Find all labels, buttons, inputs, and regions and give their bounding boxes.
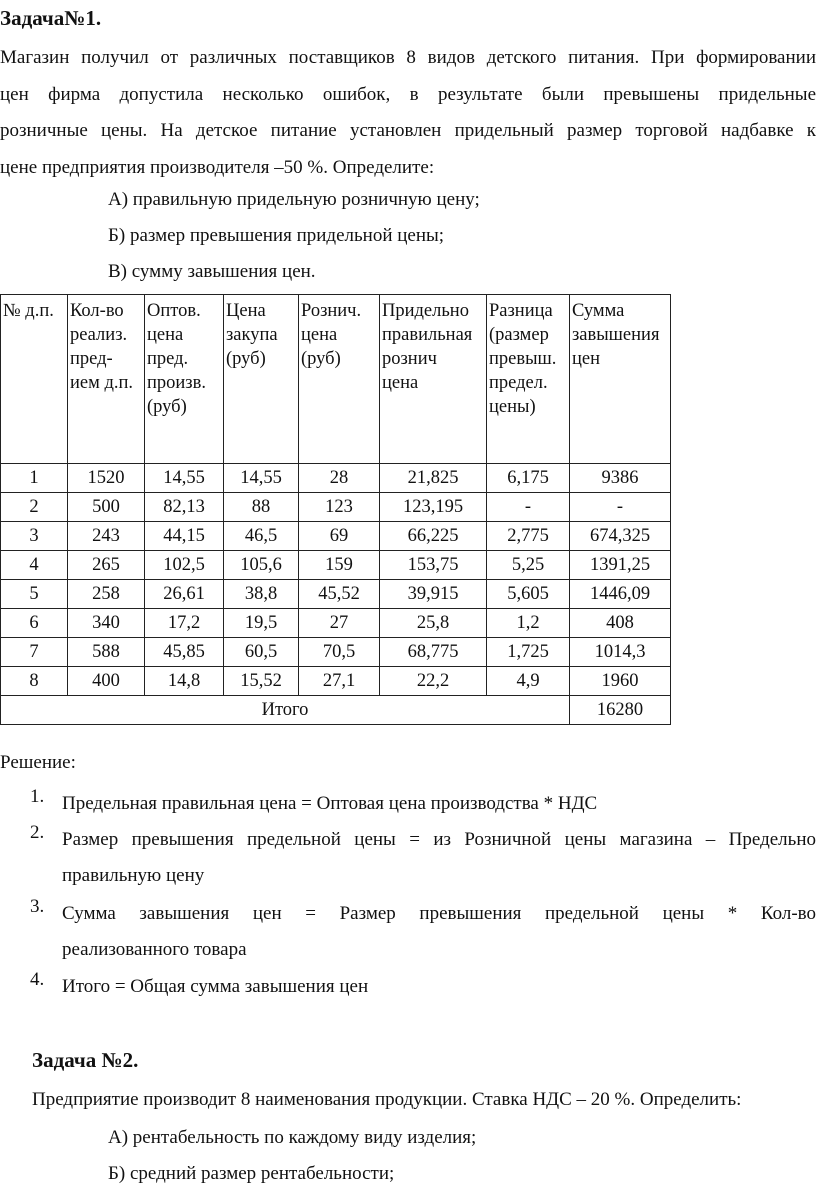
task2-item-b: Б) средний размер рентабельности; [108, 1163, 395, 1184]
table-cell: 66,225 [380, 522, 487, 551]
header-label: Сумма завышения цен [572, 301, 660, 369]
header-cell [299, 295, 380, 464]
header-label: Рознич. цена (руб) [301, 301, 362, 369]
table-cell: 2 [1, 493, 68, 522]
header-cell [224, 295, 299, 464]
table-cell: 1014,3 [570, 638, 671, 667]
task1-line: цене предприятия производителя –50 %. Определите: [0, 156, 435, 178]
table-cell: 44,15 [145, 522, 224, 551]
table-row [1, 638, 671, 667]
table-cell: 1520 [68, 464, 145, 493]
table-cell: 5,605 [487, 580, 570, 609]
task1-title: Задача№1. [0, 6, 102, 30]
table-cell: 123,195 [380, 493, 487, 522]
table-cell: 19,5 [224, 609, 299, 638]
table-cell: 1391,25 [570, 551, 671, 580]
table-cell: 60,5 [224, 638, 299, 667]
table-cell: 22,2 [380, 667, 487, 696]
table-cell: 153,75 [380, 551, 487, 580]
table-cell: 102,5 [145, 551, 224, 580]
table-cell: 1 [1, 464, 68, 493]
header-cell [570, 295, 671, 464]
header-label: Придельно правильная рознич цена [382, 301, 473, 393]
table-row [1, 464, 671, 493]
table-cell: 38,8 [224, 580, 299, 609]
header-cell [380, 295, 487, 464]
header-label: Оптов. цена пред. произв. (руб) [147, 301, 206, 417]
table-cell: 105,6 [224, 551, 299, 580]
task2-paragraph: Предприятие производит 8 наименования продукции. Ставка НДС – 20 %. Определить: [32, 1089, 742, 1110]
table-cell: 6 [1, 609, 68, 638]
header-cell [68, 295, 145, 464]
table-header-row [1, 295, 671, 464]
table-row [1, 580, 671, 609]
table-cell: 1960 [570, 667, 671, 696]
header-cell [487, 295, 570, 464]
table-cell: 28 [299, 464, 380, 493]
table-cell: 14,55 [224, 464, 299, 493]
total-value: 16280 [570, 696, 671, 725]
table-cell: 45,85 [145, 638, 224, 667]
table-row [1, 609, 671, 638]
table-cell: 1,725 [487, 638, 570, 667]
table-cell: 4 [1, 551, 68, 580]
table-cell: 27,1 [299, 667, 380, 696]
table-cell: 243 [68, 522, 145, 551]
table-body [1, 464, 671, 696]
table-cell: 27 [299, 609, 380, 638]
table-cell: 46,5 [224, 522, 299, 551]
table-cell: 82,13 [145, 493, 224, 522]
table-cell: 340 [68, 609, 145, 638]
task1-line: цен фирма допустила несколько ошибок, в результате были превышены придельные [0, 83, 816, 105]
table-total-row [1, 696, 671, 725]
header-cell [1, 295, 68, 464]
task1-item-a: А) правильную придельную розничную цену; [108, 189, 480, 210]
table-cell: 21,825 [380, 464, 487, 493]
task1-paragraph [0, 40, 816, 186]
step-number: 3. [30, 896, 45, 917]
table-cell: 400 [68, 667, 145, 696]
table-cell: 88 [224, 493, 299, 522]
table-cell: 2,775 [487, 522, 570, 551]
table-row [1, 551, 671, 580]
table-cell: 674,325 [570, 522, 671, 551]
table-row [1, 667, 671, 696]
header-label: Кол-во реализ. пред- ием д.п. [70, 301, 134, 393]
step-number: 2. [30, 822, 45, 843]
table-cell: 9386 [570, 464, 671, 493]
price-table [0, 294, 671, 725]
table-cell: 123 [299, 493, 380, 522]
table-cell: 14,8 [145, 667, 224, 696]
table-cell: 6,175 [487, 464, 570, 493]
task1-line: розничные цены. На детское питание установлен придельный размер торговой надбавке к [0, 120, 816, 141]
table-cell: - [570, 493, 671, 522]
table-cell: 4,9 [487, 667, 570, 696]
table-cell: 1446,09 [570, 580, 671, 609]
task1-item-b: Б) размер превышения придельной цены; [108, 225, 445, 246]
table-cell: 1,2 [487, 609, 570, 638]
step-text: правильную цену [62, 865, 205, 886]
table-cell: 408 [570, 609, 671, 638]
table-cell: 258 [68, 580, 145, 609]
table-cell: 25,8 [380, 609, 487, 638]
step-text: Сумма завышения цен = Размер превышения предельной цены * Кол-во [62, 903, 816, 924]
header-label: Цена закупа (руб) [226, 301, 278, 369]
table-cell: 39,915 [380, 580, 487, 609]
table-cell: 3 [1, 522, 68, 551]
task1-item-c: В) сумму завышения цен. [108, 261, 316, 282]
table-cell: 70,5 [299, 638, 380, 667]
table-row [1, 493, 671, 522]
header-label: Разница (размер превыш. предел. цены) [489, 301, 557, 417]
table-cell: - [487, 493, 570, 522]
step-text: реализованного товара [62, 939, 247, 960]
table-cell: 500 [68, 493, 145, 522]
table-cell: 265 [68, 551, 145, 580]
task2-title: Задача №2. [32, 1048, 139, 1072]
header-label: № д.п. [3, 301, 54, 321]
table-cell: 68,775 [380, 638, 487, 667]
table-cell: 15,52 [224, 667, 299, 696]
table-cell: 45,52 [299, 580, 380, 609]
table-cell: 5 [1, 580, 68, 609]
table-cell: 159 [299, 551, 380, 580]
solution-label: Решение: [0, 752, 76, 773]
step-text: Предельная правильная цена = Оптовая цена производства * НДС [62, 793, 598, 814]
step-text: Итого = Общая сумма завышения цен [62, 976, 369, 997]
task2-item-a: А) рентабельность по каждому виду изделия; [108, 1127, 477, 1148]
table-cell: 7 [1, 638, 68, 667]
step-number: 4. [30, 969, 45, 990]
table-cell: 14,55 [145, 464, 224, 493]
table-cell: 26,61 [145, 580, 224, 609]
header-cell [145, 295, 224, 464]
table-row [1, 522, 671, 551]
table-cell: 17,2 [145, 609, 224, 638]
table-cell: 5,25 [487, 551, 570, 580]
total-label: Итого [1, 696, 570, 725]
step-text: Размер превышения предельной цены = из Розничной цены магазина – Предельно [62, 829, 816, 850]
table-cell: 69 [299, 522, 380, 551]
table-cell: 588 [68, 638, 145, 667]
task1-line: Магазин получил от различных поставщиков 8 видов детского питания. При формировании [0, 47, 816, 68]
table-cell: 8 [1, 667, 68, 696]
step-number: 1. [30, 786, 45, 807]
